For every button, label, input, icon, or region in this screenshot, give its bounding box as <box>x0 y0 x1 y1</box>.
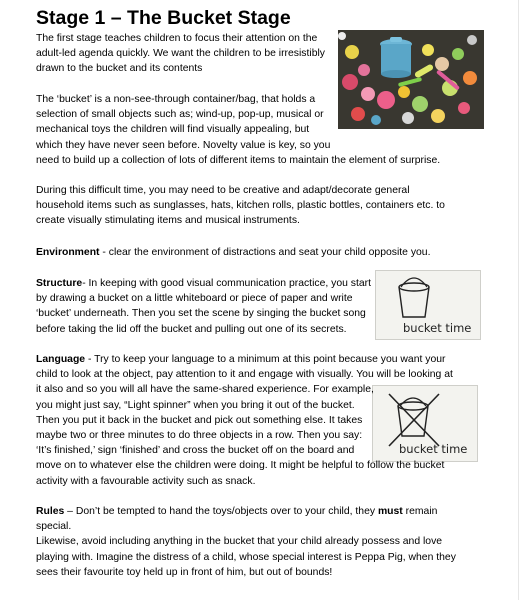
structure-line: before taking the lid off the bucket and pulling out one of its secrets. <box>36 323 347 335</box>
language-line: ‘It’s finished,’ sign ‘finished’ and cross the bucket off on the board and <box>36 445 355 457</box>
rules-line: playing with. Imagine the distress of a child, whose special interest is Peppa Pig, when they <box>36 551 456 563</box>
language-paragraph <box>36 352 453 489</box>
rules-paragraph <box>36 504 456 580</box>
bucket-description-line: selection of small objects such as; wind-up, pop-up, musical or <box>36 109 324 121</box>
bucket-description-paragraph <box>36 92 440 168</box>
language-line: it also and so you will all have the same-shared experience. For example, <box>36 384 374 396</box>
language-line: child to look at the object, pay attention to it and engage with visually. You will be looking at <box>36 369 453 381</box>
environment-paragraph <box>36 245 430 260</box>
rules-text-a: – Don’t be tempted to hand the toys/objects over to your child, they <box>64 506 378 517</box>
language-line: maybe two or three minutes to do three objects in a row. Then you say: <box>36 430 363 442</box>
crossed-bucket-caption: bucket time <box>399 442 468 456</box>
structure-text: - In keeping with good visual communication practice, you start <box>82 278 371 289</box>
rules-line: special. <box>36 521 72 533</box>
intro-line: The first stage teaches children to focus their attention on the <box>36 33 318 44</box>
page-title: Stage 1 – The Bucket Stage <box>36 7 291 29</box>
environment-line <box>36 245 430 260</box>
environment-heading: Environment <box>36 247 100 258</box>
difficult-time-line: household items such as sunglasses, hats, kitchen rolls, plastic bottles, containers etc. to <box>36 200 445 212</box>
language-line: move on to whatever else the children were doing. It might be helpful to follow the bucket <box>36 460 445 472</box>
intro-paragraph <box>36 31 325 77</box>
language-line: you might just say, “Light spinner” when you bring it out of the bucket. <box>36 399 355 411</box>
language-line <box>36 352 453 367</box>
bucket-drawing-card <box>375 270 481 340</box>
rules-text-b: remain <box>402 506 438 517</box>
structure-heading: Structure <box>36 278 83 289</box>
bucket-description-line: which they have never seen before. Novelty value is key, so you <box>36 139 331 151</box>
rules-line: Likewise, avoid including anything in the bucket that your child already possess and love <box>36 536 443 548</box>
structure-line: ‘bucket’ underneath. Then you set the scene by singing the bucket song <box>36 308 366 320</box>
difficult-time-line: create visually stimulating items and musical instruments. <box>36 215 300 227</box>
rules-line: sees their favourite toy held up in front of him, but out of bounds! <box>36 566 333 578</box>
difficult-time-paragraph <box>36 183 445 229</box>
rules-emphasis: must <box>377 506 403 517</box>
bucket-drawing-caption: bucket time <box>403 321 472 335</box>
intro-line: adult-led agenda quickly. We want the children to be irresistibly <box>36 48 325 60</box>
language-heading: Language <box>36 354 86 365</box>
bucket-description-line: need to build up a collection of lots of different items to maintain the element of surprise. <box>36 154 441 166</box>
intro-line: drawn to the bucket and its contents <box>36 63 203 75</box>
bucket-description-line: The ‘bucket’ is a non-see-through container/bag, that holds a <box>36 94 316 105</box>
rules-heading: Rules <box>36 506 65 517</box>
language-line: activity with a favourable activity such as snack. <box>36 475 256 487</box>
structure-line <box>36 276 371 291</box>
environment-text: - clear the environment of distractions and seat your child opposite you. <box>99 247 431 258</box>
structure-paragraph <box>36 276 371 337</box>
bucket-description-line: mechanical toys the children will find visually appealing, but <box>36 124 310 136</box>
difficult-time-line: During this difficult time, you may need to be creative and adapt/decorate general <box>36 185 410 196</box>
language-line: Then you put it back in the bucket and pick out something else. It takes <box>36 414 363 426</box>
rules-line <box>36 504 456 519</box>
language-text: - Try to keep your language to a minimum at this point because you want your <box>85 354 446 365</box>
structure-line: by drawing a bucket on a little whiteboard or piece of paper and write <box>36 293 353 305</box>
